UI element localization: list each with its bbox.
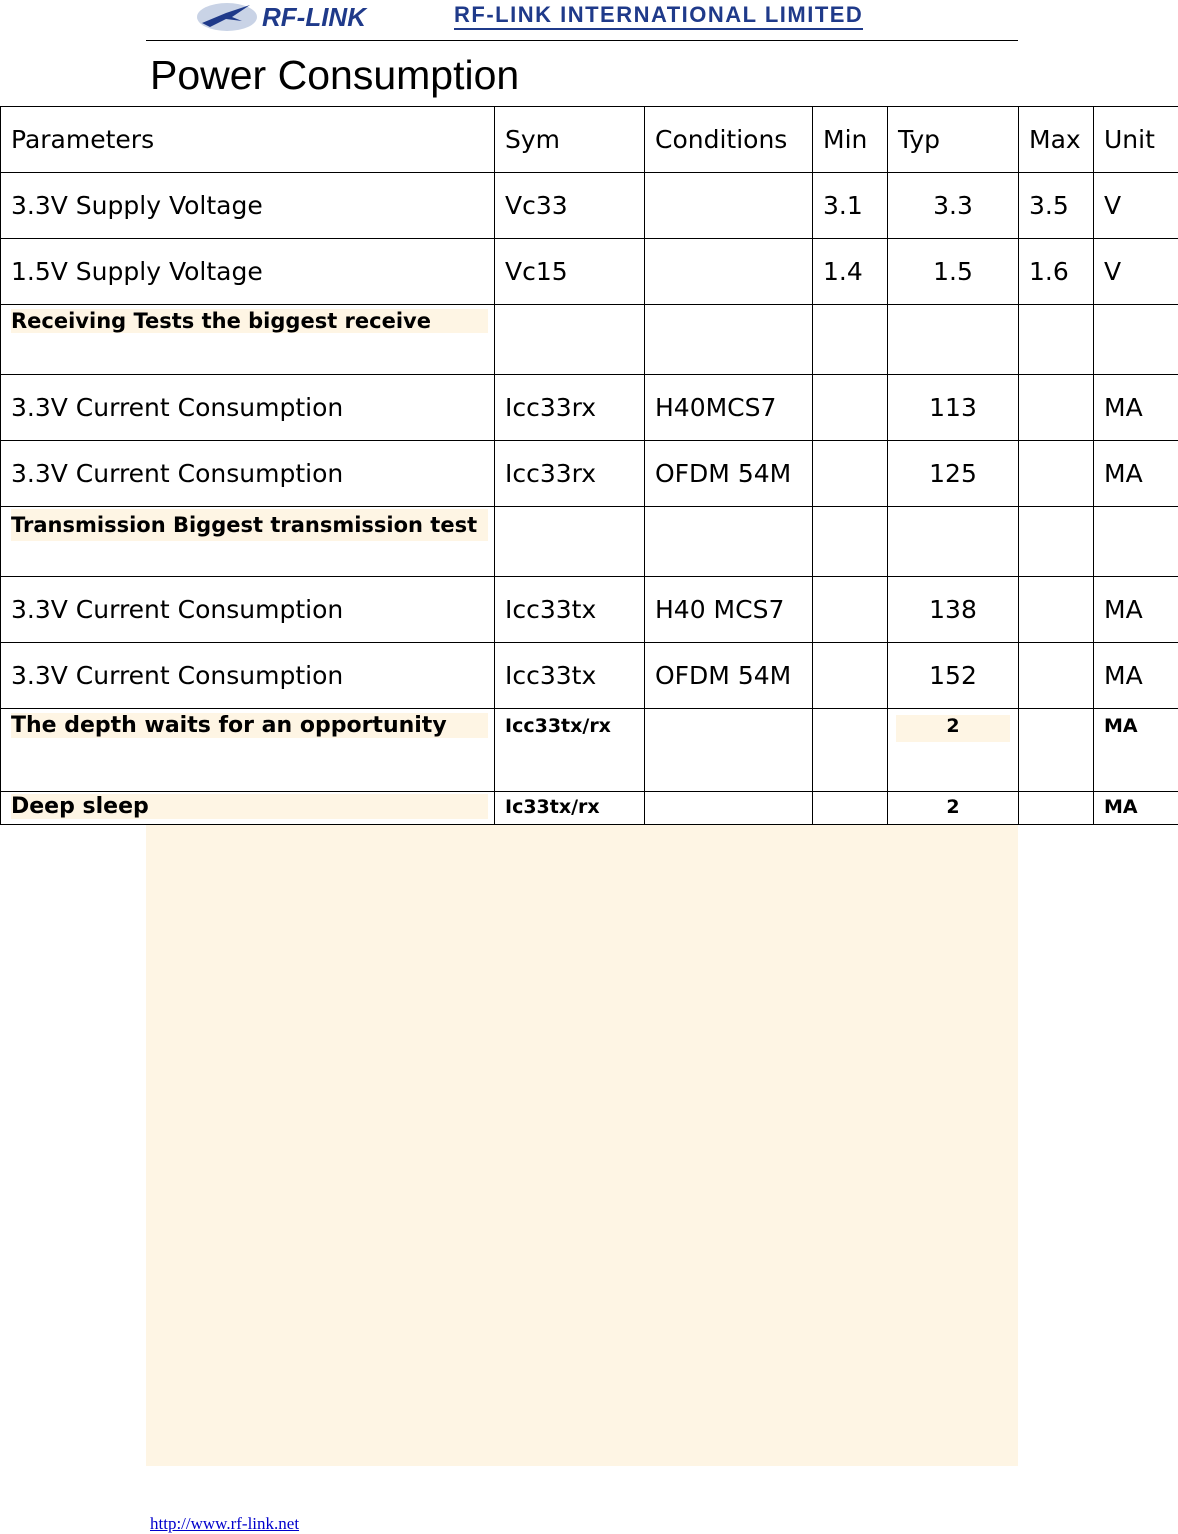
cell-max [1019,577,1094,643]
section-row-receiving [1,305,1178,375]
header-max: Max [1019,107,1094,173]
cell-cond [645,305,813,375]
cell-unit: MA [1094,709,1178,792]
cell-cond: OFDM 54M [645,643,813,709]
cell-sym: Vc33 [495,173,645,239]
header-parameters: Parameters [1,107,495,173]
cell-param: 3.3V Current Consumption [1,375,495,441]
cell-min [813,507,888,577]
cell-max [1019,441,1094,507]
header-sym: Sym [495,107,645,173]
cell-typ: 125 [888,441,1019,507]
cell-min [813,441,888,507]
table-row [1,173,1178,239]
cell-max [1019,375,1094,441]
cell-sym: Icc33rx [495,441,645,507]
cell-typ: 113 [888,375,1019,441]
cell-cond [645,792,813,825]
power-consumption-table [0,106,1178,825]
cell-unit: MA [1094,577,1178,643]
cell-cond: H40MCS7 [645,375,813,441]
cell-max [1019,792,1094,825]
cell-typ: 3.3 [888,173,1019,239]
table-row [1,375,1178,441]
cell-param: 3.3V Current Consumption [1,577,495,643]
cell-max: 3.5 [1019,173,1094,239]
cell-min [813,792,888,825]
cell-param: 3.3V Current Consumption [1,643,495,709]
cell-typ: 152 [888,643,1019,709]
section-label: Receiving Tests the biggest receive [11,309,488,333]
header-min: Min [813,107,888,173]
cell-param: Deep sleep [11,794,488,819]
table-row [1,441,1178,507]
page-header [146,0,1018,41]
bird-logo-icon [196,1,258,33]
table-row [1,643,1178,709]
cell-max [1019,305,1094,375]
cell-cond [645,709,813,792]
cell-typ [888,507,1019,577]
cell-max [1019,643,1094,709]
cell-sym [495,507,645,577]
cell-min [813,375,888,441]
cell-sym: Ic33tx/rx [495,792,645,825]
cell-typ: 2 [896,715,1010,742]
table-row [1,709,1178,792]
section-label: Transmission Biggest transmission test [11,509,488,541]
cell-max [1019,507,1094,577]
cell-param: The depth waits for an opportunity [11,713,488,738]
cell-sym: Vc15 [495,239,645,305]
cell-min: 1.4 [813,239,888,305]
cell-min: 3.1 [813,173,888,239]
cell-sym [495,305,645,375]
cell-param-wrap [1,709,495,792]
section-label-cell [1,507,495,577]
background-panel [146,768,1018,1466]
website-link[interactable]: http://www.rf-link.net [150,1514,300,1533]
cell-param-wrap [1,792,495,825]
cell-unit: MA [1094,643,1178,709]
table-header-row [1,107,1178,173]
header-conditions: Conditions [645,107,813,173]
cell-unit: MA [1094,375,1178,441]
cell-param: 3.3V Supply Voltage [1,173,495,239]
page-title: Power Consumption [150,52,520,98]
cell-typ [888,305,1019,375]
cell-min [813,643,888,709]
table-row [1,577,1178,643]
company-logo [196,0,986,34]
cell-param: 3.3V Current Consumption [1,441,495,507]
header-typ: Typ [888,107,1019,173]
cell-cond: OFDM 54M [645,441,813,507]
logo-brand-text: RF-LINK [262,1,366,32]
cell-min [813,709,888,792]
cell-param: 1.5V Supply Voltage [1,239,495,305]
cell-unit [1094,305,1178,375]
cell-cond [645,173,813,239]
cell-min [813,577,888,643]
cell-sym: Icc33tx [495,643,645,709]
cell-sym: Icc33rx [495,375,645,441]
cell-unit: MA [1094,792,1178,825]
company-name: RF-LINK INTERNATIONAL LIMITED [454,4,863,30]
section-row-transmission [1,507,1178,577]
cell-max [1019,709,1094,792]
table-row [1,792,1178,825]
cell-unit: V [1094,173,1178,239]
cell-max: 1.6 [1019,239,1094,305]
cell-typ: 2 [888,792,1019,825]
cell-unit: V [1094,239,1178,305]
cell-typ-wrap [888,709,1019,792]
table-row [1,239,1178,305]
cell-typ: 1.5 [888,239,1019,305]
cell-unit: MA [1094,441,1178,507]
cell-cond [645,507,813,577]
cell-typ: 138 [888,577,1019,643]
cell-min [813,305,888,375]
cell-unit [1094,507,1178,577]
cell-sym: Icc33tx [495,577,645,643]
cell-sym: Icc33tx/rx [495,709,645,792]
header-unit: Unit [1094,107,1178,173]
cell-cond: H40 MCS7 [645,577,813,643]
cell-cond [645,239,813,305]
section-label-cell [1,305,495,375]
